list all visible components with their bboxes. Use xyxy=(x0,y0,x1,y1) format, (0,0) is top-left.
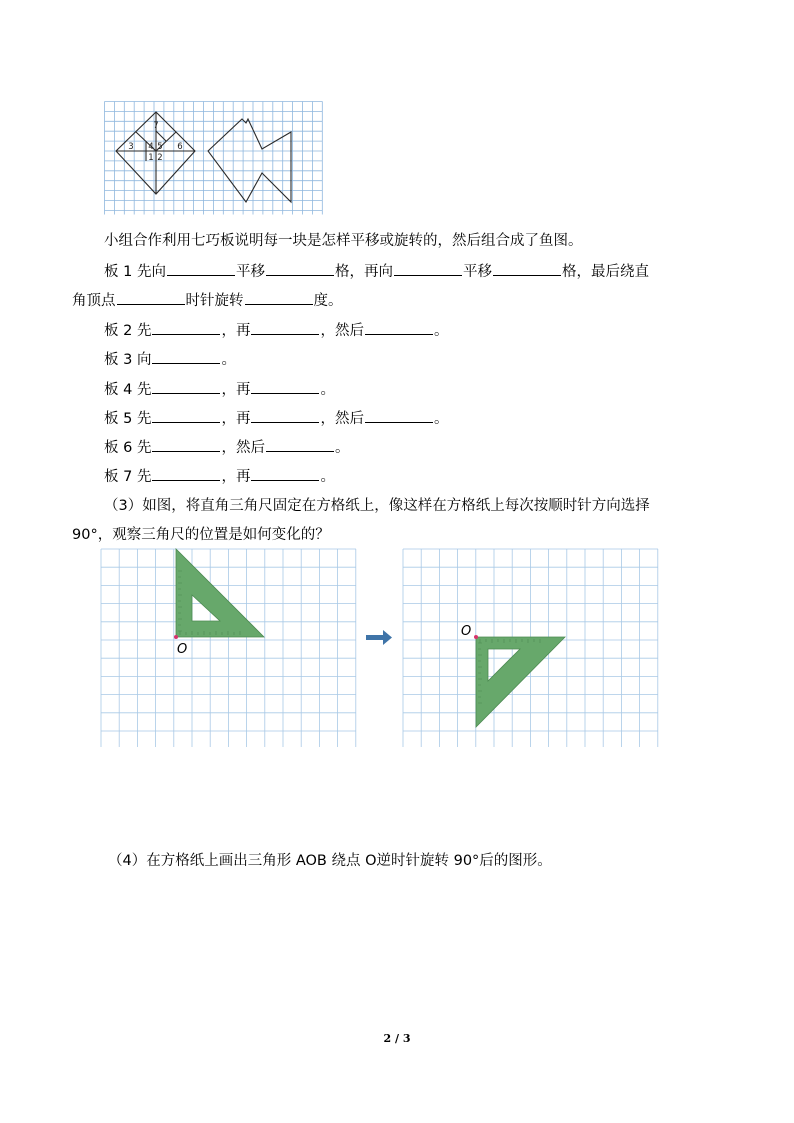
board5-text-d: 。 xyxy=(433,411,449,427)
board1-text-e: 格，最后绕直 xyxy=(561,264,649,280)
board4-line xyxy=(104,379,335,400)
piece-label-2: 2 xyxy=(157,153,163,163)
board3-line xyxy=(104,349,236,370)
board1-text-h: 度。 xyxy=(313,293,343,309)
origin-label-right: O xyxy=(461,624,472,639)
board7-line xyxy=(104,466,335,487)
piece-label-6: 6 xyxy=(177,142,183,152)
board1-text-c: 格，再向 xyxy=(334,264,393,280)
origin-label-left: O xyxy=(177,642,188,657)
question3-line1 xyxy=(104,496,650,516)
piece-label-5: 5 xyxy=(157,142,163,152)
question4-text: （4）在方格纸上画出三角形 AOB 绕点 O逆时针旋转 90°后的图形。 xyxy=(108,853,552,869)
board4-text-a: 板 4 先 xyxy=(104,382,152,398)
intro-text xyxy=(104,231,583,251)
question3-line2 xyxy=(72,525,330,545)
board1-blank-direction1[interactable] xyxy=(167,261,235,276)
tangram-fish-figure xyxy=(104,101,324,216)
ruler-rotation-figure xyxy=(100,547,662,752)
board6-text-a: 板 6 先 xyxy=(104,440,152,456)
board1-line1 xyxy=(104,261,649,282)
board4-text-b: ，再 xyxy=(221,382,251,398)
board7-blank-1[interactable] xyxy=(152,466,220,481)
board1-blank-direction2[interactable] xyxy=(394,261,462,276)
board1-text-f: 角顶点 xyxy=(72,293,116,309)
board6-text-c: 。 xyxy=(334,440,350,456)
board4-blank-1[interactable] xyxy=(152,379,220,394)
board2-blank-2[interactable] xyxy=(251,320,319,335)
page-number: 2 / 3 xyxy=(383,1032,411,1045)
piece-label-4: 4 xyxy=(148,142,154,152)
board1-blank-degrees[interactable] xyxy=(245,290,313,305)
board7-text-a: 板 7 先 xyxy=(104,469,152,485)
board6-blank-1[interactable] xyxy=(152,437,220,452)
board5-blank-2[interactable] xyxy=(251,408,319,423)
origin-point-right xyxy=(474,635,478,639)
board2-blank-1[interactable] xyxy=(152,320,220,335)
board5-text-b: ，再 xyxy=(221,411,251,427)
board7-blank-2[interactable] xyxy=(251,466,319,481)
board1-text-b: 平移 xyxy=(235,264,265,280)
board5-text-c: ，然后 xyxy=(320,411,364,427)
board2-blank-3[interactable] xyxy=(365,320,433,335)
board3-text-a: 板 3 向 xyxy=(104,352,152,368)
board6-blank-2[interactable] xyxy=(266,437,334,452)
board5-blank-1[interactable] xyxy=(152,408,220,423)
question4-line xyxy=(108,851,552,871)
board2-text-a: 板 2 先 xyxy=(104,323,152,339)
board1-blank-clock-direction[interactable] xyxy=(117,290,185,305)
board5-blank-3[interactable] xyxy=(365,408,433,423)
board6-line xyxy=(104,437,349,458)
board3-text-b: 。 xyxy=(221,352,236,368)
board2-text-d: 。 xyxy=(433,323,449,339)
intro-sentence: 小组合作利用七巧板说明每一块是怎样平移或旋转的，然后组合成了鱼图。 xyxy=(104,233,583,249)
piece-label-7: 7 xyxy=(153,121,159,131)
set-square-right xyxy=(476,637,565,727)
question3-text-a: （3）如图，将直角三角尺固定在方格纸上，像这样在方格纸上每次按顺时针方向选择 xyxy=(104,498,650,514)
board5-line xyxy=(104,408,448,429)
piece-label-3: 3 xyxy=(128,142,134,152)
board1-text-g: 时针旋转 xyxy=(185,293,244,309)
board7-text-c: 。 xyxy=(320,469,335,485)
arrow-right-icon xyxy=(366,630,392,645)
question3-text-b: 90°，观察三角尺的位置是如何变化的？ xyxy=(72,527,330,543)
board4-blank-2[interactable] xyxy=(251,379,319,394)
board1-blank-steps2[interactable] xyxy=(493,261,561,276)
set-square-left xyxy=(176,549,264,637)
board6-text-b: ，然后 xyxy=(221,440,265,456)
board2-line xyxy=(104,320,448,341)
board2-text-b: ，再 xyxy=(221,323,251,339)
board1-line2 xyxy=(72,290,343,311)
board1-text-d: 平移 xyxy=(462,264,492,280)
board7-text-b: ，再 xyxy=(221,469,251,485)
board5-text-a: 板 5 先 xyxy=(104,411,152,427)
board2-text-c: ，然后 xyxy=(320,323,364,339)
piece-label-1: 1 xyxy=(148,153,154,163)
board1-text-a: 板 1 先向 xyxy=(104,264,166,280)
board4-text-c: 。 xyxy=(320,382,335,398)
grid-left xyxy=(101,549,356,747)
board3-blank-1[interactable] xyxy=(152,349,220,364)
board1-blank-steps1[interactable] xyxy=(266,261,334,276)
origin-point-left xyxy=(174,635,178,639)
